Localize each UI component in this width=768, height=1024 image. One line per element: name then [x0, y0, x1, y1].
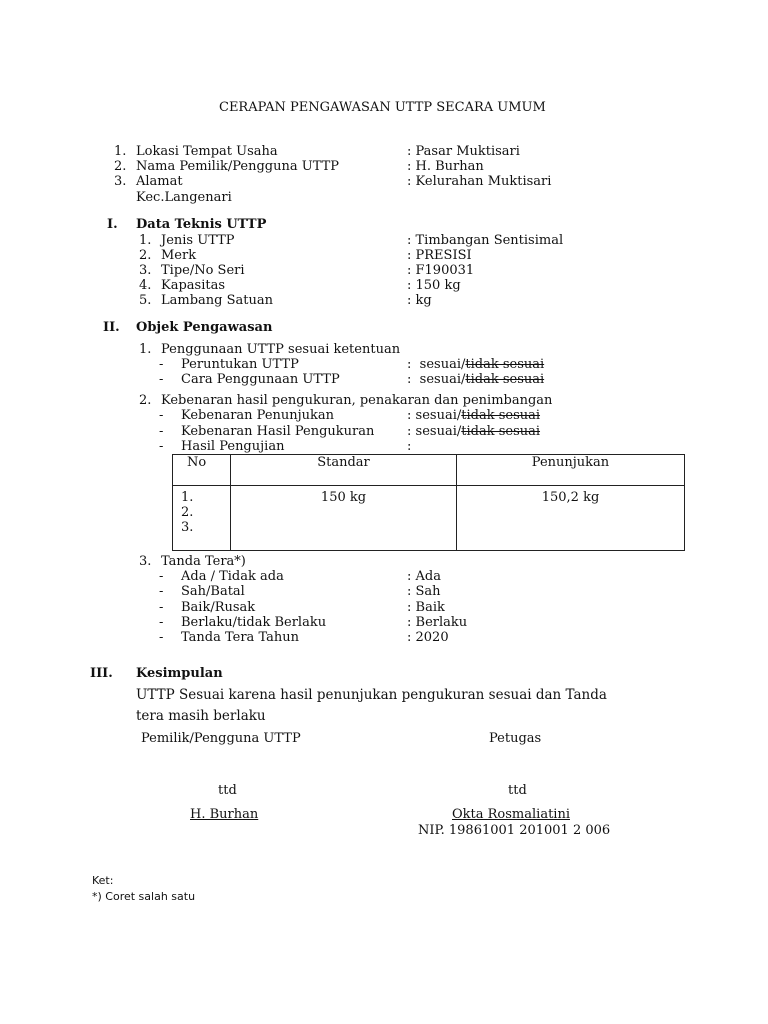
dash-bullet: - [159, 357, 164, 372]
section-number: II. [103, 320, 120, 335]
section-heading: Data Teknis UTTP [136, 217, 267, 232]
owner-name: H. Burhan [190, 807, 259, 822]
item-no: 3. [139, 263, 152, 278]
item-label: Jenis UTTP [161, 233, 235, 248]
section-number: III. [90, 666, 113, 681]
item-label: Tipe/No Seri [161, 263, 245, 278]
identity-label: Nama Pemilik/Pengguna UTTP [136, 159, 340, 174]
hasil-pengujian-table [172, 454, 685, 551]
tera-label: Baik/Rusak [181, 600, 256, 615]
dash-bullet: - [159, 615, 164, 630]
section-number: I. [107, 217, 118, 232]
check-value: : sesuai/tidak sesuai [407, 424, 541, 439]
item-label: Merk [161, 248, 197, 263]
identity-value: : H. Burhan [407, 159, 484, 174]
item-no: 4. [139, 278, 152, 293]
subitem-label: Kebenaran hasil pengukuran, penakaran dan penimbangan [161, 393, 553, 408]
item-value: : PRESISI [407, 248, 472, 263]
item-value: : 150 kg [407, 278, 461, 293]
officer-nip: NIP. 19861001 201001 2 006 [418, 823, 611, 838]
address-continuation: Kec.Langenari [136, 190, 232, 205]
identity-no: 2. [114, 159, 127, 174]
item-label: Lambang Satuan [161, 293, 273, 308]
tera-value: : 2020 [407, 630, 449, 645]
notes-text: *) Coret salah satu [92, 890, 196, 903]
section-heading: Kesimpulan [136, 666, 223, 681]
item-value: : Timbangan Sentisimal [407, 233, 564, 248]
table-header-row [173, 455, 685, 486]
subitem-no: 3. [139, 554, 152, 569]
row-number: 3. [181, 520, 194, 535]
check-value: : sesuai/tidak sesuai [407, 357, 545, 372]
row-number: 2. [181, 505, 194, 520]
cell-standar: 150 kg [231, 486, 457, 551]
dash-bullet: - [159, 600, 164, 615]
hasil-label: Hasil Pengujian [181, 439, 285, 454]
header-penunjukan: Penunjukan [457, 455, 685, 486]
tera-label: Tanda Tera Tahun [181, 630, 299, 645]
check-value: : sesuai/tidak sesuai [407, 372, 545, 387]
header-no: No [173, 455, 231, 486]
officer-role: Petugas [489, 731, 542, 746]
item-no: 1. [139, 233, 152, 248]
dash-bullet: - [159, 408, 164, 423]
subitem-label: Penggunaan UTTP sesuai ketentuan [161, 342, 401, 357]
subitem-no: 1. [139, 342, 152, 357]
subitem-no: 2. [139, 393, 152, 408]
dash-bullet: - [159, 372, 164, 387]
item-no: 2. [139, 248, 152, 263]
dash-bullet: - [159, 584, 164, 599]
check-value: : sesuai/tidak sesuai [407, 408, 541, 423]
tera-value: : Berlaku [407, 615, 468, 630]
header-standar: Standar [231, 455, 457, 486]
identity-label: Alamat [136, 174, 183, 189]
tera-label: Sah/Batal [181, 584, 245, 599]
dash-bullet: - [159, 439, 164, 454]
identity-label: Lokasi Tempat Usaha [136, 144, 278, 159]
officer-ttd: ttd [508, 783, 527, 798]
item-label: Kapasitas [161, 278, 226, 293]
tera-value: : Ada [407, 569, 441, 584]
row-numbers [173, 486, 231, 551]
check-label: Kebenaran Hasil Pengukuran [181, 424, 375, 439]
tera-label: Berlaku/tidak Berlaku [181, 615, 327, 630]
tera-value: : Sah [407, 584, 441, 599]
dash-bullet: - [159, 424, 164, 439]
check-label: Peruntukan UTTP [181, 357, 299, 372]
owner-ttd: ttd [218, 783, 237, 798]
item-value: : F190031 [407, 263, 475, 278]
owner-role: Pemilik/Pengguna UTTP [141, 731, 301, 746]
item-no: 5. [139, 293, 152, 308]
check-label: Cara Penggunaan UTTP [181, 372, 340, 387]
identity-value: : Kelurahan Muktisari [407, 174, 552, 189]
officer-name: Okta Rosmaliatini [452, 807, 570, 822]
dash-bullet: - [159, 630, 164, 645]
tera-label: Ada / Tidak ada [181, 569, 284, 584]
page-title: CERAPAN PENGAWASAN UTTP SECARA UMUM [219, 100, 546, 115]
subitem-label: Tanda Tera*) [161, 554, 246, 569]
notes-label: Ket: [92, 874, 114, 887]
cell-penunjukan: 150,2 kg [457, 486, 685, 551]
identity-no: 1. [114, 144, 127, 159]
conclusion-line: tera masih berlaku [136, 708, 266, 724]
section-heading: Objek Pengawasan [136, 320, 273, 335]
dash-bullet: - [159, 569, 164, 584]
item-value: : kg [407, 293, 432, 308]
check-label: Kebenaran Penunjukan [181, 408, 335, 423]
identity-value: : Pasar Muktisari [407, 144, 520, 159]
row-number: 1. [181, 490, 194, 505]
table-row [173, 486, 685, 551]
tera-value: : Baik [407, 600, 445, 615]
hasil-colon: : [407, 439, 412, 454]
identity-no: 3. [114, 174, 127, 189]
conclusion-line: UTTP Sesuai karena hasil penunjukan pengukuran sesuai dan Tanda [136, 687, 607, 703]
